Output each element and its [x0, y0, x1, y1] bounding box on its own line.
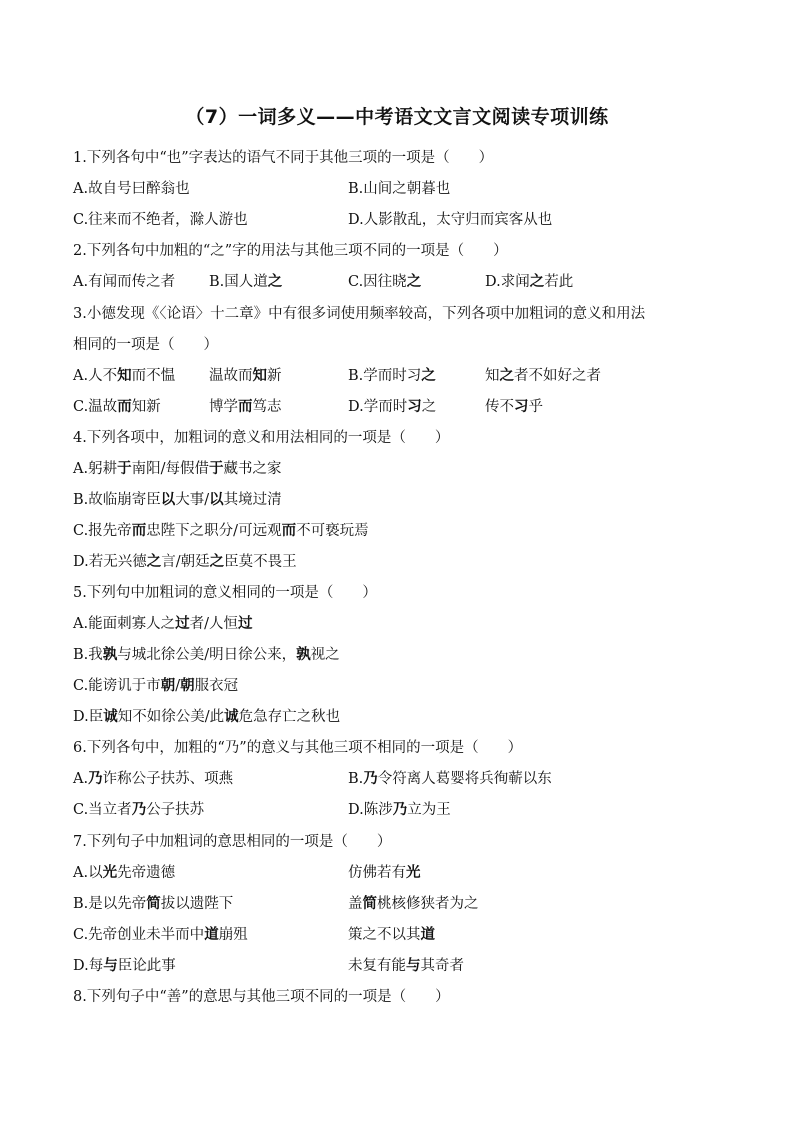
question-4-stem: 4.下列各项中，加粗词的意义和用法相同的一项是（ ） — [73, 430, 450, 446]
q3-option-b-1: B.学而时习之 — [348, 367, 436, 384]
q1-option-a: A.故自号曰醉翁也 — [73, 181, 190, 197]
q7-option-c-1: C.先帝创业未半而中道崩殂 — [73, 926, 248, 943]
q4-option-a: A.躬耕于南阳/每假借于藏书之家 — [73, 460, 282, 477]
q3-option-a-2: 温故而知新 — [209, 367, 282, 384]
q2-option-b: B.国人道之 — [209, 273, 283, 290]
q1-option-c: C.往来而不绝者，滁人游也 — [73, 212, 248, 228]
q7-option-b-2: 盖简桃核修狭者为之 — [348, 895, 479, 912]
question-7-stem: 7.下列句子中加粗词的意思相同的一项是（ ） — [73, 834, 392, 850]
q2-option-a: A.有闻而传之者 — [73, 274, 176, 290]
q1-option-b: B.山间之朝暮也 — [348, 181, 451, 197]
q3-option-d-1: D.学而时习之 — [348, 398, 437, 415]
q5-option-c: C.能谤讥于市朝/朝服衣冠 — [73, 677, 239, 694]
q7-option-c-2: 策之不以其道 — [348, 926, 435, 943]
q3-option-b-2: 知之者不如好之者 — [485, 367, 601, 384]
q2-option-c: C.因往晓之 — [348, 273, 422, 290]
q6-option-a: A.乃诈称公子扶苏、项燕 — [73, 770, 234, 787]
q3-option-d-2: 传不习乎 — [485, 398, 543, 415]
q2-option-d: D.求闻之若此 — [485, 273, 574, 290]
q7-option-b-1: B.是以先帝简拔以遗陛下 — [73, 895, 234, 912]
q7-option-a-2: 仿佛若有光 — [348, 864, 421, 881]
q7-option-d-2: 未复有能与其奇者 — [348, 957, 464, 974]
q6-option-d: D.陈涉乃立为王 — [348, 801, 451, 818]
question-8-stem: 8.下列句子中“善”的意思与其他三项不同的一项是（ ） — [73, 989, 450, 1005]
q3-option-c-1: C.温故而知新 — [73, 398, 161, 415]
q4-option-d: D.若无兴德之言/朝廷之臣莫不畏王 — [73, 553, 297, 570]
q5-option-a: A.能面刺寡人之过者/人恒过 — [73, 615, 253, 632]
q5-option-b: B.我孰与城北徐公美/明日徐公来，孰视之 — [73, 646, 340, 663]
question-3-stem-line1: 3.小德发现《〈论语〉十二章》中有很多词使用频率较高，下列各项中加粗词的意义和用法 — [73, 306, 646, 322]
q6-option-b: B.乃令符离人葛婴将兵徇蕲以东 — [348, 770, 552, 787]
q7-option-d-1: D.每与臣论此事 — [73, 957, 176, 974]
q1-option-d: D.人影散乱，太守归而宾客从也 — [348, 212, 553, 228]
question-1-stem: 1.下列各句中“也”字表达的语气不同于其他三项的一项是（ ） — [73, 150, 494, 166]
question-5-stem: 5.下列句中加粗词的意义相同的一项是（ ） — [73, 585, 377, 601]
page-title: （7）一词多义——中考语文文言文阅读专项训练 — [185, 106, 609, 128]
q4-option-c: C.报先帝而忠陛下之职分/可远观而不可亵玩焉 — [73, 522, 369, 539]
q3-option-c-2: 博学而笃志 — [209, 398, 282, 415]
q6-option-c: C.当立者乃公子扶苏 — [73, 801, 205, 818]
question-3-stem-line2: 相同的一项是（ ） — [73, 337, 218, 353]
question-6-stem: 6.下列各句中，加粗的“乃”的意义与其他三项不相同的一项是（ ） — [73, 740, 523, 756]
q7-option-a-1: A.以光先帝遗德 — [73, 864, 176, 881]
question-2-stem: 2.下列各句中加粗的“之”字的用法与其他三项不同的一项是（ ） — [73, 243, 508, 259]
q4-option-b: B.故临崩寄臣以大事/以其境过清 — [73, 491, 282, 508]
q5-option-d: D.臣诚知不如徐公美/此诚危急存亡之秋也 — [73, 708, 341, 725]
q3-option-a-1: A.人不知而不愠 — [73, 367, 176, 384]
